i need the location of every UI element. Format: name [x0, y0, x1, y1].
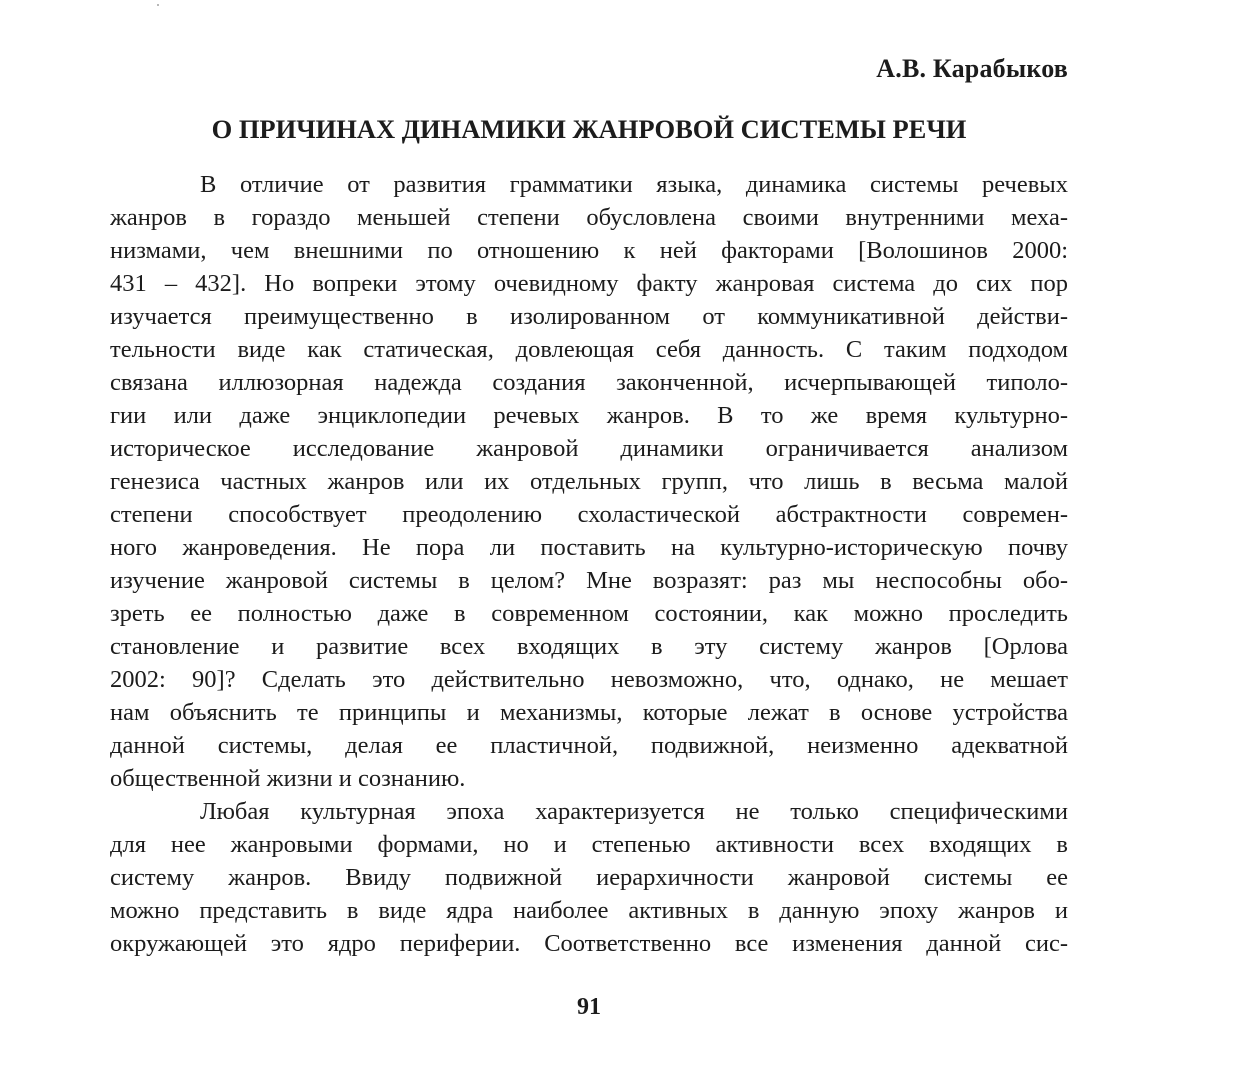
text-line: историческое исследование жанровой динамики ограничивается анализом: [110, 435, 1068, 462]
text-line: изучение жанровой системы в целом? Мне возразят: раз мы неспособны обо-: [110, 567, 1068, 594]
article-title: О ПРИЧИНАХ ДИНАМИКИ ЖАНРОВОЙ СИСТЕМЫ РЕЧИ: [211, 114, 967, 144]
text-line: ного жанроведения. Не пора ли поставить на культурно-историческую почву: [110, 534, 1068, 561]
text-line: зреть ее полностью даже в современном состоянии, как можно проследить: [110, 600, 1068, 627]
scan-speck: [157, 4, 159, 6]
text-line: данной системы, делая ее пластичной, подвижной, неизменно адекватной: [110, 732, 1068, 759]
page-number: 91: [577, 994, 601, 1020]
text-line: 2002: 90]? Сделать это действительно невозможно, что, однако, не мешает: [110, 666, 1068, 693]
text-line: степени способствует преодолению схоластической абстрактности современ-: [110, 501, 1068, 528]
text-line: гии или даже энциклопедии речевых жанров. В то же время культурно-: [110, 402, 1068, 429]
text-line: для нее жанровыми формами, но и степенью активности всех входящих в: [110, 831, 1068, 858]
text-line: становление и развитие всех входящих в эту систему жанров [Орлова: [110, 633, 1068, 660]
text-line: окружающей это ядро периферии. Соответственно все изменения данной сис-: [110, 930, 1068, 957]
author-name: А.В. Карабыков: [876, 54, 1068, 83]
text-line: Любая культурная эпоха характеризуется не только специфическими: [200, 798, 1068, 825]
text-line: В отличие от развития грамматики языка, динамика системы речевых: [200, 171, 1068, 198]
text-line: низмами, чем внешними по отношению к ней факторами [Волошинов 2000:: [110, 237, 1068, 264]
article-body: [110, 168, 1068, 960]
text-line: общественной жизни и сознанию.: [110, 765, 466, 792]
text-line: нам объяснить те принципы и механизмы, которые лежат в основе устройства: [110, 699, 1068, 726]
text-line: систему жанров. Ввиду подвижной иерархичности жанровой системы ее: [110, 864, 1068, 891]
text-line: жанров в гораздо меньшей степени обусловлена своими внутренними меха-: [110, 204, 1068, 231]
text-line: генезиса частных жанров или их отдельных групп, что лишь в весьма малой: [110, 468, 1068, 495]
text-line: 431 – 432]. Но вопреки этому очевидному факту жанровая система до сих пор: [110, 270, 1068, 297]
text-line: изучается преимущественно в изолированном от коммуникативной действи-: [110, 303, 1068, 330]
text-line: связана иллюзорная надежда создания законченной, исчерпывающей типоло-: [110, 369, 1068, 396]
text-line: тельности виде как статическая, довлеющая себя данность. С таким подходом: [110, 336, 1068, 363]
text-line: можно представить в виде ядра наиболее активных в данную эпоху жанров и: [110, 897, 1068, 924]
